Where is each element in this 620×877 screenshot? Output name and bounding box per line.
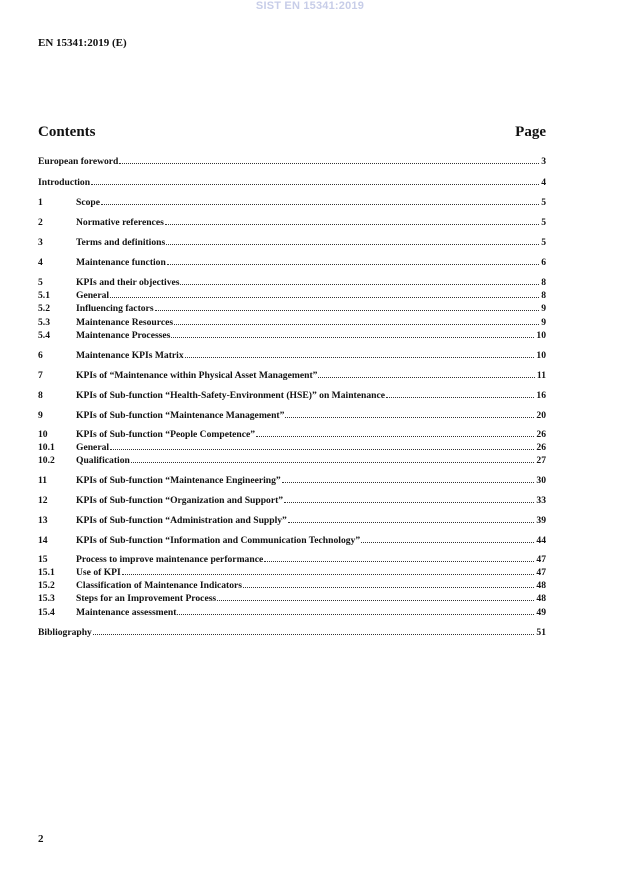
toc-entry-number: 10 — [38, 429, 48, 440]
toc-entry-title: European foreword — [38, 156, 119, 167]
toc-dot-leader — [217, 600, 534, 601]
toc-entry-title: KPIs of Sub-function “Health-Safety-Environment (HSE)” on Maintenance — [76, 390, 385, 401]
toc-entry[interactable] — [38, 428, 546, 441]
toc-entry[interactable] — [38, 534, 546, 547]
toc-entry-number: 2 — [38, 217, 43, 228]
toc-entry[interactable] — [38, 474, 546, 487]
toc-entry-page: 20 — [536, 410, 546, 421]
toc-entry-number: 14 — [38, 535, 48, 546]
toc-entry-number: 3 — [38, 237, 43, 248]
toc-dot-leader — [285, 417, 534, 418]
toc-entry-number: 5.1 — [38, 290, 50, 301]
toc-entry-number: 5.4 — [38, 330, 50, 341]
toc-entry-number: 5.2 — [38, 303, 50, 314]
toc-entry-title: KPIs and their objectives — [76, 277, 180, 288]
toc-entry-title: Maintenance function — [76, 257, 166, 268]
toc-entry-number: 12 — [38, 495, 48, 506]
toc-entry-title: Classification of Maintenance Indicators — [76, 580, 243, 591]
toc-entry-number: 6 — [38, 350, 43, 361]
toc-dot-leader — [119, 163, 539, 164]
toc-entry[interactable] — [38, 176, 546, 189]
toc-entry-number: 9 — [38, 410, 43, 421]
toc-entry-number: 15 — [38, 554, 48, 565]
toc-entry[interactable] — [38, 606, 546, 619]
toc-entry-page: 27 — [536, 455, 546, 466]
toc-entry-page: 26 — [536, 442, 546, 453]
toc-entry-title: Process to improve maintenance performance — [76, 554, 264, 565]
toc-entry-number: 4 — [38, 257, 43, 268]
toc-entry[interactable] — [38, 441, 546, 454]
toc-entry-page: 8 — [541, 277, 546, 288]
toc-entry-title: Bibliography — [38, 627, 92, 638]
toc-entry-title: Maintenance Resources — [76, 317, 174, 328]
toc-dot-leader — [243, 587, 534, 588]
toc-entry-page: 48 — [536, 593, 546, 604]
toc-entry-title: General — [76, 290, 110, 301]
toc-entry-title: Scope — [76, 197, 100, 208]
toc-entry-title: KPIs of “Maintenance within Physical Asset Management” — [76, 370, 318, 381]
toc-entry-page: 33 — [536, 495, 546, 506]
toc-entry[interactable] — [38, 329, 546, 342]
toc-dot-leader — [165, 224, 539, 225]
toc-entry-number: 15.1 — [38, 567, 55, 578]
toc-entry-title: Qualification — [76, 455, 130, 466]
toc-entry-title: KPIs of Sub-function “Information and Communication Technology” — [76, 535, 361, 546]
toc-entry-title: Introduction — [38, 177, 91, 188]
toc-dot-leader — [386, 397, 534, 398]
toc-entry-number: 15.3 — [38, 593, 55, 604]
toc-entry-number: 1 — [38, 197, 43, 208]
toc-entry[interactable] — [38, 155, 546, 168]
toc-entry-page: 10 — [536, 350, 546, 361]
toc-entry-page: 5 — [541, 237, 546, 248]
toc-entry-number: 10.1 — [38, 442, 55, 453]
toc-entry-title: Terms and definitions — [76, 237, 166, 248]
toc-dot-leader — [177, 614, 534, 615]
contents-header — [38, 124, 546, 141]
toc-entry-page: 3 — [541, 156, 546, 167]
toc-entry-page: 11 — [536, 370, 546, 381]
toc-dot-leader — [185, 357, 535, 358]
toc-entry-title: Normative references — [76, 217, 164, 228]
toc-entry-title: Maintenance KPIs Matrix — [76, 350, 184, 361]
toc-entry-title: Steps for an Improvement Process — [76, 593, 217, 604]
toc-entry-page: 16 — [536, 390, 546, 401]
toc-entry-page: 10 — [536, 330, 546, 341]
toc-entry-page: 48 — [536, 580, 546, 591]
contents-title: Contents — [38, 124, 96, 140]
toc-entry-page: 47 — [536, 567, 546, 578]
toc-entry-page: 49 — [536, 607, 546, 618]
toc-entry-page: 39 — [536, 515, 546, 526]
toc-entry-number: 10.2 — [38, 455, 55, 466]
toc-entry[interactable] — [38, 196, 546, 209]
toc-entry[interactable] — [38, 256, 546, 269]
toc-entry-title: KPIs of Sub-function “Organization and Support” — [76, 495, 284, 506]
toc-entry[interactable] — [38, 514, 546, 527]
toc-dot-leader — [166, 244, 539, 245]
toc-entry-page: 9 — [541, 317, 546, 328]
toc-entry[interactable] — [38, 592, 546, 605]
toc-entry-page: 51 — [536, 627, 546, 638]
toc-dot-leader — [256, 436, 534, 437]
toc-entry[interactable] — [38, 389, 546, 402]
toc-entry[interactable] — [38, 579, 546, 592]
toc-dot-leader — [264, 561, 534, 562]
toc-entry-page: 44 — [536, 535, 546, 546]
toc-entry[interactable] — [38, 316, 546, 329]
page-column-label: Page — [515, 124, 546, 140]
toc-entry[interactable] — [38, 566, 546, 579]
toc-dot-leader — [174, 324, 539, 325]
toc-dot-leader — [180, 284, 539, 285]
toc-entry[interactable] — [38, 302, 546, 315]
toc-entry-number: 15.4 — [38, 607, 55, 618]
toc-dot-leader — [282, 482, 535, 483]
toc-entry-title: KPIs of Sub-function “Maintenance Engineering” — [76, 475, 281, 486]
toc-entry-number: 8 — [38, 390, 43, 401]
toc-entry-title: Influencing factors — [76, 303, 154, 314]
toc-entry[interactable] — [38, 236, 546, 249]
toc-entry-page: 5 — [541, 217, 546, 228]
toc-entry-number: 5.3 — [38, 317, 50, 328]
toc-dot-leader — [288, 522, 535, 523]
toc-entry-title: General — [76, 442, 110, 453]
toc-dot-leader — [155, 310, 540, 311]
toc-dot-leader — [318, 377, 534, 378]
toc-entry-title: KPIs of Sub-function “People Competence” — [76, 429, 256, 440]
toc-entry[interactable] — [38, 553, 546, 566]
toc-dot-leader — [110, 297, 539, 298]
toc-entry-number: 5 — [38, 277, 43, 288]
toc-entry-page: 47 — [536, 554, 546, 565]
toc-entry[interactable] — [38, 409, 546, 422]
toc-dot-leader — [122, 574, 535, 575]
toc-dot-leader — [101, 204, 539, 205]
toc-dot-leader — [110, 449, 534, 450]
toc-entry-number: 15.2 — [38, 580, 55, 591]
document-id: EN 15341:2019 (E) — [38, 37, 127, 49]
toc-entry[interactable] — [38, 349, 546, 362]
toc-dot-leader — [131, 462, 535, 463]
toc-dot-leader — [91, 184, 539, 185]
toc-dot-leader — [167, 264, 539, 265]
toc-entry-number: 13 — [38, 515, 48, 526]
toc-entry-page: 5 — [541, 197, 546, 208]
toc-entry-page: 6 — [541, 257, 546, 268]
toc-entry-title: Maintenance assessment — [76, 607, 177, 618]
toc-entry[interactable] — [38, 454, 546, 467]
toc-dot-leader — [171, 337, 534, 338]
toc-entry[interactable] — [38, 626, 546, 639]
toc-dot-leader — [284, 502, 534, 503]
toc-entry-title: KPIs of Sub-function “Maintenance Management” — [76, 410, 285, 421]
toc-entry-page: 9 — [541, 303, 546, 314]
toc-entry[interactable] — [38, 216, 546, 229]
toc-entry-page: 30 — [536, 475, 546, 486]
toc-entry-page: 8 — [541, 290, 546, 301]
toc-entry[interactable] — [38, 369, 546, 382]
toc-entry[interactable] — [38, 289, 546, 302]
toc-entry-page: 26 — [536, 429, 546, 440]
toc-entry-title: KPIs of Sub-function “Administration and Supply” — [76, 515, 287, 526]
toc-entry-number: 11 — [38, 475, 48, 486]
toc-entry[interactable] — [38, 276, 546, 289]
page-number: 2 — [38, 833, 44, 845]
toc-entry-page: 4 — [541, 177, 546, 188]
watermark: SIST EN 15341:2019 — [255, 0, 365, 12]
toc-entry-title: Use of KPI — [76, 567, 121, 578]
toc-entry-title: Maintenance Processes — [76, 330, 171, 341]
toc-dot-leader — [361, 542, 534, 543]
toc-dot-leader — [93, 634, 535, 635]
toc-entry-number: 7 — [38, 370, 43, 381]
toc-entry[interactable] — [38, 494, 546, 507]
